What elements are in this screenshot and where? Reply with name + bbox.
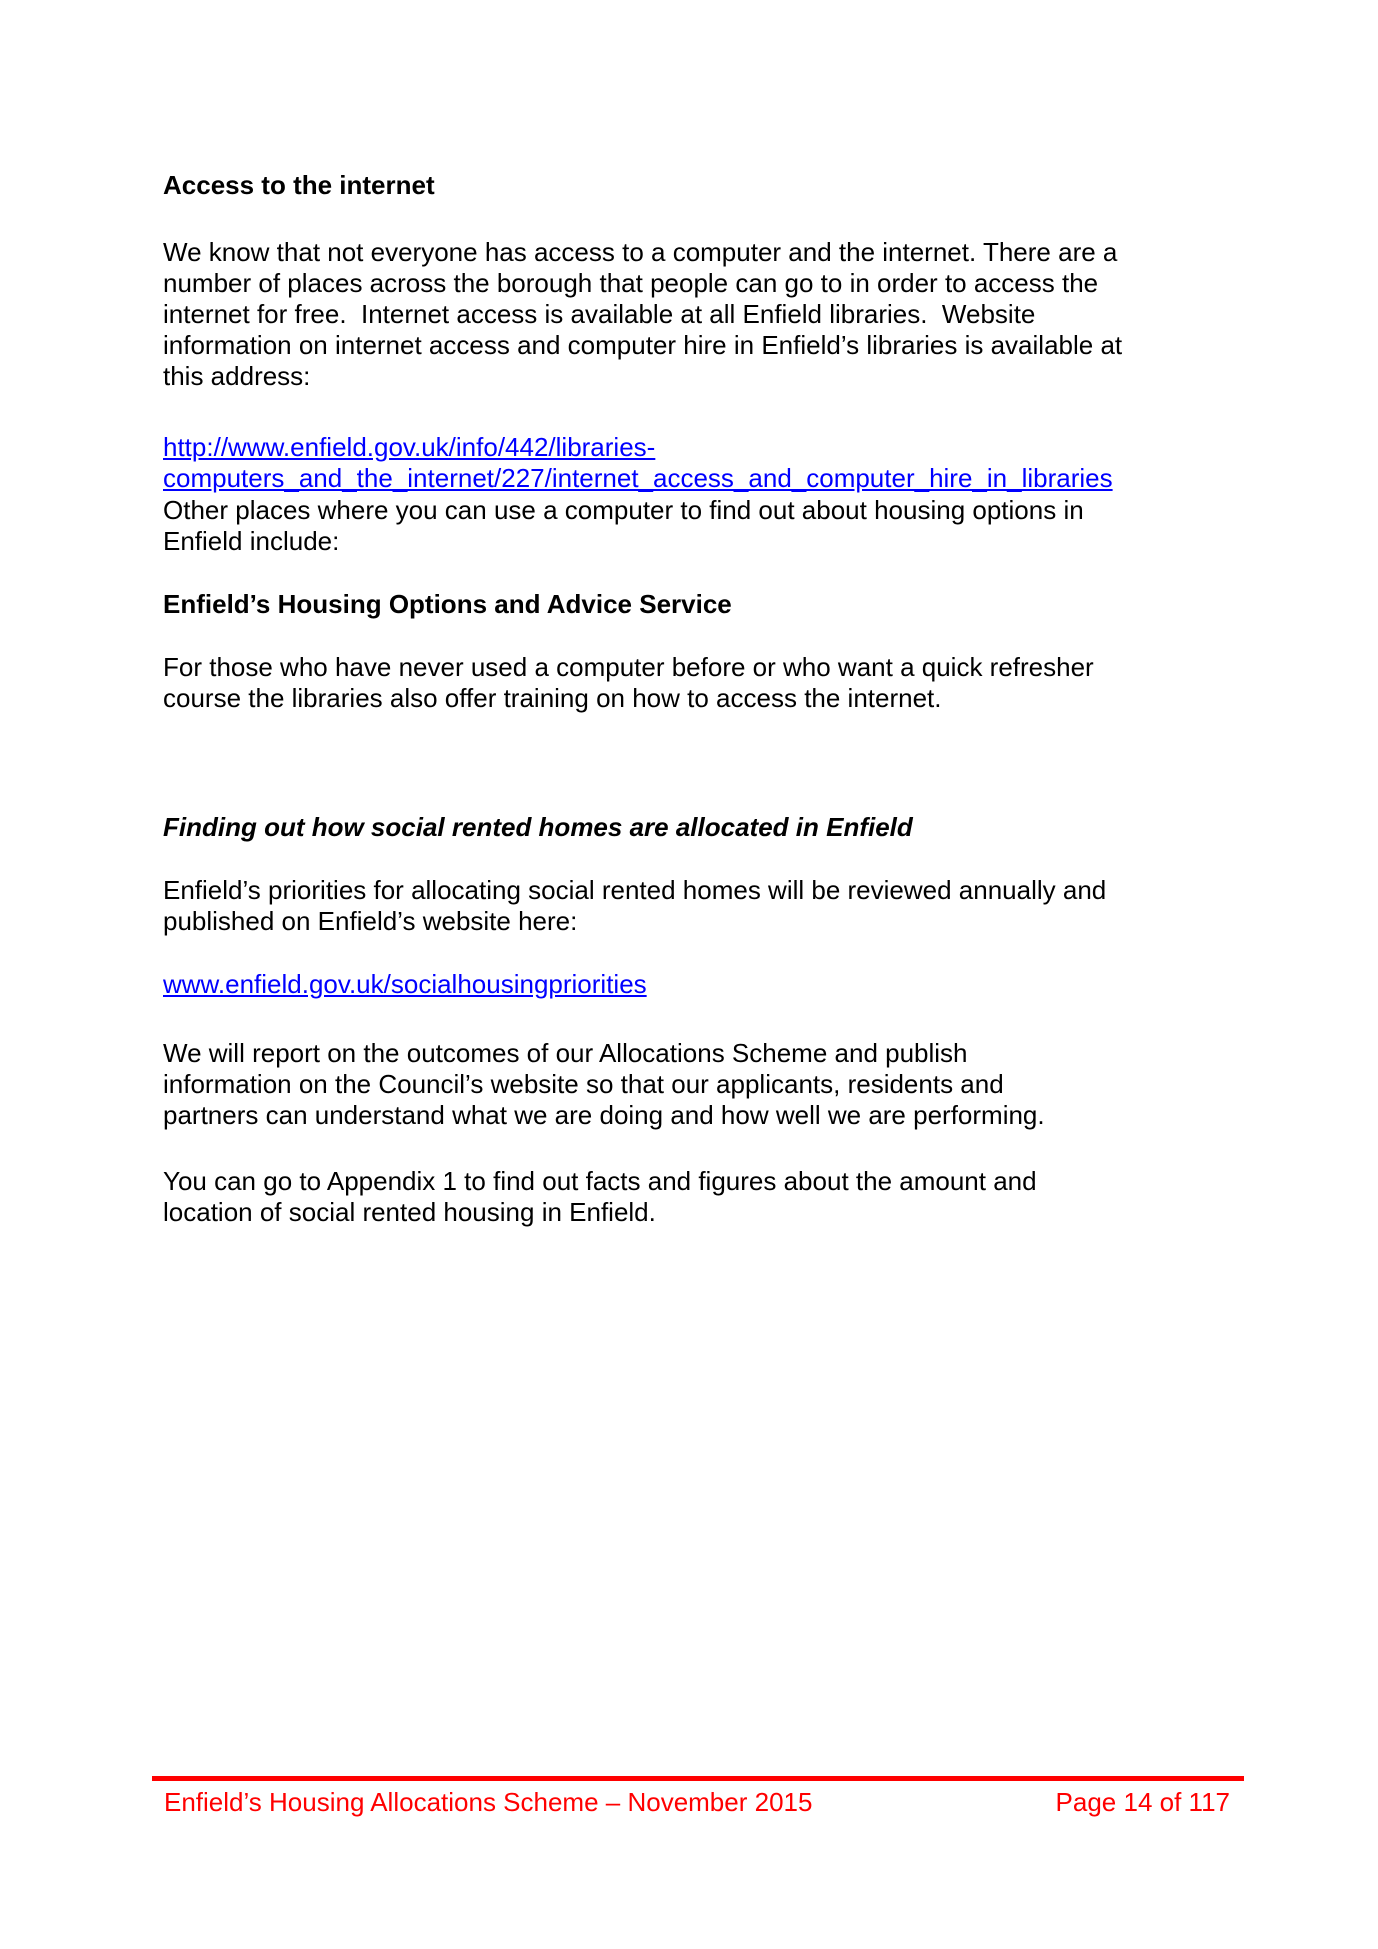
heading-finding-out-allocations: Finding out how social rented homes are allocated in Enfield: [163, 812, 913, 842]
page-footer: [152, 1776, 1244, 1817]
paragraph-outcomes-report: We will report on the outcomes of our Allocations Scheme and publish information on the Council’s website so that our applicants, residents and partners can understand what we are doing and how well we are performing.: [163, 1038, 1045, 1130]
footer-row: [152, 1781, 1244, 1817]
link-block-libraries: [163, 432, 1253, 494]
heading-access-to-internet: Access to the internet: [163, 170, 435, 200]
paragraph-other-places: Other places where you can use a computer to find out about housing options in Enfield include:: [163, 495, 1084, 556]
paragraph-priorities-review: Enfield’s priorities for allocating social rented homes will be reviewed annually and published on Enfield’s website here:: [163, 875, 1107, 936]
heading-housing-options-advice: Enfield’s Housing Options and Advice Service: [163, 589, 732, 619]
libraries-internet-access-link[interactable]: http://www.enfield.gov.uk/info/442/libraries- computers_and_the_internet/227/internet_access_and_computer_hire_in_libraries: [163, 432, 1113, 493]
footer-document-title: Enfield’s Housing Allocations Scheme – November 2015: [164, 1787, 813, 1817]
link-block-social-housing: [163, 969, 1253, 1000]
paragraph-internet-access-intro: We know that not everyone has access to a computer and the internet. There are a number of places across the borough that people can go to in order to access the internet for free. Internet access is available at all Enfield libraries. Website information on internet access and computer hire in Enfield’s libraries is available at this address:: [163, 237, 1123, 391]
paragraph-computer-training: For those who have never used a computer before or who want a quick refresher course the libraries also offer training on how to access the internet.: [163, 652, 1094, 713]
footer-page-number: Page 14 of 117: [1055, 1787, 1230, 1817]
paragraph-appendix-reference: You can go to Appendix 1 to find out facts and figures about the amount and location of social rented housing in Enfield.: [163, 1166, 1037, 1227]
social-housing-priorities-link[interactable]: www.enfield.gov.uk/socialhousingpriorities: [163, 969, 647, 999]
